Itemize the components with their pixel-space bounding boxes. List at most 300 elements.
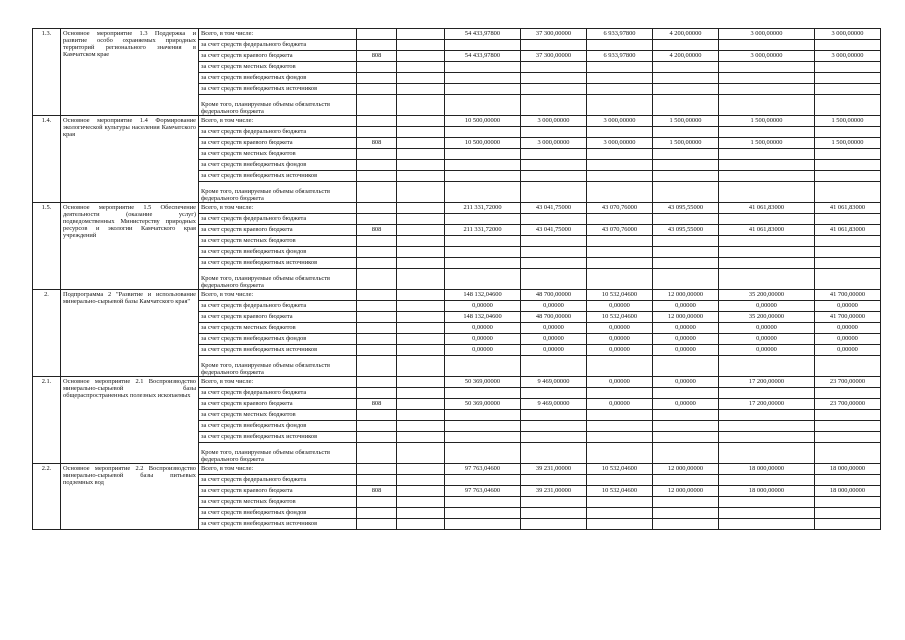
amount-cell: 0,00000 [653, 334, 719, 345]
amount-cell: 1 500,00000 [815, 138, 881, 149]
amount-cell [521, 40, 587, 51]
budget-code [357, 29, 397, 40]
amount-cell [719, 214, 815, 225]
empty-cell [815, 269, 881, 290]
empty-cell [587, 356, 653, 377]
empty-cell [397, 323, 445, 334]
amount-cell [587, 508, 653, 519]
amount-cell: 43 070,76000 [587, 225, 653, 236]
empty-cell [587, 182, 653, 203]
section-name: Основное мероприятие 2.1 Воспроизводство минерально-сырьевой базы общераспространенных полезных ископаемых [61, 377, 199, 464]
funding-source-label: за счет средств местных бюджетов [199, 323, 357, 334]
amount-cell: 0,00000 [815, 345, 881, 356]
amount-cell: 1 500,00000 [719, 116, 815, 127]
amount-cell: 50 369,00000 [445, 399, 521, 410]
empty-cell [357, 356, 397, 377]
budget-code [357, 40, 397, 51]
amount-cell: 41 061,83000 [815, 203, 881, 214]
amount-cell [587, 258, 653, 269]
amount-cell [587, 84, 653, 95]
amount-cell: 9 469,00000 [521, 377, 587, 388]
amount-cell: 0,00000 [521, 334, 587, 345]
amount-cell [719, 497, 815, 508]
empty-cell [653, 182, 719, 203]
amount-cell: 3 000,00000 [587, 116, 653, 127]
amount-cell: 10 532,04600 [587, 486, 653, 497]
amount-cell [719, 519, 815, 530]
amount-cell [445, 497, 521, 508]
amount-cell [445, 388, 521, 399]
empty-cell [357, 182, 397, 203]
empty-cell [397, 356, 445, 377]
amount-cell [719, 508, 815, 519]
empty-cell [587, 269, 653, 290]
budget-code [357, 345, 397, 356]
amount-cell: 48 700,00000 [521, 290, 587, 301]
amount-cell [521, 519, 587, 530]
amount-cell: 43 095,55000 [653, 225, 719, 236]
budget-code: 808 [357, 51, 397, 62]
budget-code [357, 160, 397, 171]
amount-cell [521, 84, 587, 95]
budget-code [357, 62, 397, 73]
amount-cell [521, 475, 587, 486]
amount-cell: 37 300,00000 [521, 29, 587, 40]
amount-cell [521, 247, 587, 258]
empty-cell [397, 95, 445, 116]
empty-cell [397, 312, 445, 323]
amount-cell [587, 497, 653, 508]
budget-code [357, 236, 397, 247]
federal-obligations-note: Кроме того, планируемые объемы обязательств федерального бюджета [199, 356, 357, 377]
amount-cell [815, 236, 881, 247]
amount-cell [445, 40, 521, 51]
amount-cell [815, 149, 881, 160]
empty-cell [445, 356, 521, 377]
empty-cell [397, 214, 445, 225]
amount-cell: 0,00000 [815, 323, 881, 334]
budget-code [357, 388, 397, 399]
amount-cell: 43 070,76000 [587, 203, 653, 214]
empty-cell [521, 443, 587, 464]
amount-cell [445, 73, 521, 84]
amount-cell [815, 475, 881, 486]
budget-code [357, 84, 397, 95]
amount-cell [521, 214, 587, 225]
section-name: Основное мероприятие 2.2 Воспроизводство минерально-сырьевой базы питьевых подземных вод [61, 464, 199, 530]
amount-cell: 0,00000 [521, 345, 587, 356]
empty-cell [521, 269, 587, 290]
budget-code [357, 497, 397, 508]
amount-cell [587, 247, 653, 258]
budget-code: 808 [357, 225, 397, 236]
amount-cell: 0,00000 [445, 323, 521, 334]
empty-cell [521, 182, 587, 203]
amount-cell: 0,00000 [587, 345, 653, 356]
amount-cell [445, 236, 521, 247]
amount-cell: 43 041,75000 [521, 225, 587, 236]
amount-cell: 97 763,04600 [445, 486, 521, 497]
amount-cell [815, 432, 881, 443]
amount-cell [653, 62, 719, 73]
funding-source-label: за счет средств внебюджетных фондов [199, 160, 357, 171]
amount-cell [445, 410, 521, 421]
amount-cell: 54 433,97800 [445, 29, 521, 40]
funding-source-label: за счет средств федерального бюджета [199, 127, 357, 138]
amount-cell [445, 214, 521, 225]
amount-cell: 0,00000 [653, 345, 719, 356]
empty-cell [445, 95, 521, 116]
funding-source-label: за счет средств местных бюджетов [199, 62, 357, 73]
section-number: 1.4. [33, 116, 61, 203]
amount-cell: 0,00000 [719, 323, 815, 334]
amount-cell [521, 508, 587, 519]
amount-cell: 3 000,00000 [719, 51, 815, 62]
amount-cell [653, 40, 719, 51]
amount-cell [719, 62, 815, 73]
amount-cell: 41 061,83000 [719, 203, 815, 214]
section-number: 1.3. [33, 29, 61, 116]
amount-cell: 23 700,00000 [815, 399, 881, 410]
amount-cell [719, 171, 815, 182]
amount-cell [719, 73, 815, 84]
budget-code [357, 323, 397, 334]
empty-cell [397, 377, 445, 388]
empty-cell [653, 356, 719, 377]
amount-cell [445, 519, 521, 530]
federal-obligations-note: Кроме того, планируемые объемы обязательств федерального бюджета [199, 443, 357, 464]
empty-cell [445, 182, 521, 203]
empty-cell [357, 269, 397, 290]
amount-cell [815, 258, 881, 269]
budget-code [357, 508, 397, 519]
funding-source-label: за счет средств федерального бюджета [199, 388, 357, 399]
empty-cell [397, 51, 445, 62]
empty-cell [397, 388, 445, 399]
amount-cell [587, 171, 653, 182]
amount-cell: 0,00000 [653, 301, 719, 312]
amount-cell: 3 000,00000 [521, 116, 587, 127]
amount-cell: 0,00000 [653, 377, 719, 388]
amount-cell: 211 331,72000 [445, 203, 521, 214]
amount-cell [521, 171, 587, 182]
empty-cell [587, 95, 653, 116]
funding-source-label: за счет средств федерального бюджета [199, 40, 357, 51]
empty-cell [397, 432, 445, 443]
funding-source-label: за счет средств внебюджетных фондов [199, 73, 357, 84]
table-row [33, 203, 881, 214]
amount-cell [815, 127, 881, 138]
amount-cell: 18 000,00000 [815, 486, 881, 497]
amount-cell: 18 000,00000 [719, 464, 815, 475]
amount-cell [815, 171, 881, 182]
amount-cell [521, 432, 587, 443]
amount-cell [521, 388, 587, 399]
funding-source-label: за счет средств краевого бюджета [199, 312, 357, 323]
funding-source-label: за счет средств местных бюджетов [199, 497, 357, 508]
amount-cell: 10 532,04600 [587, 312, 653, 323]
amount-cell: 6 933,97800 [587, 29, 653, 40]
amount-cell: 10 532,04600 [587, 290, 653, 301]
empty-cell [397, 421, 445, 432]
funding-source-label: за счет средств внебюджетных фондов [199, 508, 357, 519]
amount-cell [815, 84, 881, 95]
amount-cell [445, 62, 521, 73]
amount-cell [587, 73, 653, 84]
amount-cell [587, 40, 653, 51]
amount-cell: 35 200,00000 [719, 312, 815, 323]
amount-cell: 41 700,00000 [815, 290, 881, 301]
amount-cell: 0,00000 [719, 334, 815, 345]
amount-cell [445, 432, 521, 443]
table-row [33, 116, 881, 127]
empty-cell [397, 301, 445, 312]
empty-cell [397, 258, 445, 269]
empty-cell [397, 345, 445, 356]
amount-cell: 50 369,00000 [445, 377, 521, 388]
amount-cell [445, 84, 521, 95]
budget-code [357, 171, 397, 182]
amount-cell: 0,00000 [521, 301, 587, 312]
amount-cell: 12 000,00000 [653, 312, 719, 323]
amount-cell [653, 149, 719, 160]
funding-source-label: за счет средств внебюджетных источников [199, 84, 357, 95]
funding-source-label: за счет средств внебюджетных источников [199, 171, 357, 182]
amount-cell: 1 500,00000 [653, 138, 719, 149]
amount-cell: 97 763,04600 [445, 464, 521, 475]
empty-cell [815, 182, 881, 203]
amount-cell: 148 132,04600 [445, 290, 521, 301]
funding-source-label: за счет средств внебюджетных фондов [199, 247, 357, 258]
table-row [33, 29, 881, 40]
budget-code [357, 258, 397, 269]
empty-cell [397, 410, 445, 421]
amount-cell: 3 000,00000 [815, 51, 881, 62]
amount-cell [815, 247, 881, 258]
funding-source-label: Всего, в том числе: [199, 464, 357, 475]
amount-cell: 0,00000 [445, 301, 521, 312]
amount-cell: 35 200,00000 [719, 290, 815, 301]
amount-cell [719, 432, 815, 443]
empty-cell [397, 475, 445, 486]
empty-cell [397, 443, 445, 464]
funding-source-label: за счет средств местных бюджетов [199, 410, 357, 421]
amount-cell: 41 700,00000 [815, 312, 881, 323]
table-row [33, 464, 881, 475]
amount-cell [815, 421, 881, 432]
funding-source-label: Всего, в том числе: [199, 203, 357, 214]
amount-cell: 0,00000 [587, 323, 653, 334]
amount-cell: 0,00000 [719, 345, 815, 356]
amount-cell: 0,00000 [653, 323, 719, 334]
empty-cell [397, 247, 445, 258]
amount-cell: 4 200,00000 [653, 29, 719, 40]
amount-cell [521, 410, 587, 421]
amount-cell: 3 000,00000 [521, 138, 587, 149]
section-number: 2.2. [33, 464, 61, 530]
amount-cell [587, 127, 653, 138]
amount-cell [719, 127, 815, 138]
empty-cell [521, 95, 587, 116]
amount-cell: 0,00000 [587, 334, 653, 345]
funding-source-label: за счет средств краевого бюджета [199, 225, 357, 236]
amount-cell: 4 200,00000 [653, 51, 719, 62]
amount-cell [521, 421, 587, 432]
empty-cell [357, 443, 397, 464]
empty-cell [397, 290, 445, 301]
amount-cell: 0,00000 [653, 399, 719, 410]
amount-cell [521, 236, 587, 247]
budget-code [357, 312, 397, 323]
amount-cell: 0,00000 [445, 334, 521, 345]
funding-source-label: за счет средств внебюджетных источников [199, 519, 357, 530]
amount-cell: 39 231,00000 [521, 486, 587, 497]
empty-cell [397, 399, 445, 410]
budget-code [357, 301, 397, 312]
empty-cell [397, 519, 445, 530]
amount-cell: 10 532,04600 [587, 464, 653, 475]
table-row [33, 290, 881, 301]
empty-cell [815, 356, 881, 377]
amount-cell [719, 421, 815, 432]
amount-cell [445, 171, 521, 182]
empty-cell [653, 95, 719, 116]
funding-source-label: за счет средств федерального бюджета [199, 301, 357, 312]
empty-cell [397, 127, 445, 138]
budget-code [357, 410, 397, 421]
amount-cell: 3 000,00000 [719, 29, 815, 40]
empty-cell [653, 269, 719, 290]
empty-cell [397, 236, 445, 247]
amount-cell [815, 214, 881, 225]
amount-cell [719, 84, 815, 95]
empty-cell [445, 443, 521, 464]
amount-cell: 9 469,00000 [521, 399, 587, 410]
empty-cell [397, 149, 445, 160]
amount-cell [587, 388, 653, 399]
empty-cell [587, 443, 653, 464]
amount-cell: 10 500,00000 [445, 138, 521, 149]
amount-cell [653, 258, 719, 269]
funding-source-label: за счет средств местных бюджетов [199, 149, 357, 160]
budget-code: 808 [357, 399, 397, 410]
empty-cell [397, 116, 445, 127]
empty-cell [719, 269, 815, 290]
amount-cell [653, 160, 719, 171]
amount-cell: 18 000,00000 [815, 464, 881, 475]
amount-cell [587, 410, 653, 421]
amount-cell [653, 497, 719, 508]
amount-cell [653, 388, 719, 399]
amount-cell [587, 432, 653, 443]
amount-cell: 211 331,72000 [445, 225, 521, 236]
amount-cell [653, 73, 719, 84]
empty-cell [653, 443, 719, 464]
section-name: Основное мероприятие 1.5 Обеспечение деятельности (оказание услуг) подведомственных Министерству природных ресурсов и экологии Камчатского края учреждений [61, 203, 199, 290]
empty-cell [397, 486, 445, 497]
funding-source-label: за счет средств внебюджетных фондов [199, 334, 357, 345]
amount-cell [521, 73, 587, 84]
amount-cell [445, 258, 521, 269]
empty-cell [397, 203, 445, 214]
budget-code [357, 519, 397, 530]
empty-cell [815, 95, 881, 116]
amount-cell [653, 236, 719, 247]
amount-cell: 1 500,00000 [653, 116, 719, 127]
amount-cell [521, 497, 587, 508]
empty-cell [521, 356, 587, 377]
amount-cell: 17 200,00000 [719, 399, 815, 410]
amount-cell: 10 500,00000 [445, 116, 521, 127]
amount-cell [445, 247, 521, 258]
amount-cell [587, 421, 653, 432]
funding-source-label: Всего, в том числе: [199, 29, 357, 40]
amount-cell: 0,00000 [719, 301, 815, 312]
amount-cell [445, 160, 521, 171]
amount-cell: 0,00000 [587, 301, 653, 312]
amount-cell: 0,00000 [587, 399, 653, 410]
amount-cell [653, 171, 719, 182]
amount-cell [587, 62, 653, 73]
amount-cell: 43 041,75000 [521, 203, 587, 214]
empty-cell [397, 160, 445, 171]
amount-cell: 12 000,00000 [653, 290, 719, 301]
amount-cell: 18 000,00000 [719, 486, 815, 497]
funding-source-label: за счет средств федерального бюджета [199, 214, 357, 225]
funding-source-label: за счет средств краевого бюджета [199, 486, 357, 497]
amount-cell [521, 62, 587, 73]
amount-cell: 12 000,00000 [653, 464, 719, 475]
amount-cell: 39 231,00000 [521, 464, 587, 475]
funding-source-label: Всего, в том числе: [199, 116, 357, 127]
amount-cell [815, 388, 881, 399]
funding-source-label: за счет средств краевого бюджета [199, 138, 357, 149]
section-name: Основное мероприятие 1.3 Поддержка и развитие особо охраняемых природных территорий регионального значения в Камчатском крае [61, 29, 199, 116]
amount-cell: 148 132,04600 [445, 312, 521, 323]
budget-code [357, 116, 397, 127]
amount-cell [815, 519, 881, 530]
budget-code [357, 475, 397, 486]
empty-cell [445, 269, 521, 290]
empty-cell [719, 356, 815, 377]
empty-cell [397, 73, 445, 84]
empty-cell [719, 443, 815, 464]
funding-source-label: за счет средств внебюджетных фондов [199, 421, 357, 432]
budget-code [357, 203, 397, 214]
empty-cell [397, 508, 445, 519]
amount-cell [815, 410, 881, 421]
amount-cell: 17 200,00000 [719, 377, 815, 388]
table-row [33, 377, 881, 388]
empty-cell [357, 95, 397, 116]
amount-cell: 0,00000 [815, 334, 881, 345]
empty-cell [397, 171, 445, 182]
budget-code [357, 290, 397, 301]
amount-cell [587, 149, 653, 160]
amount-cell [653, 410, 719, 421]
amount-cell [653, 508, 719, 519]
amount-cell [719, 160, 815, 171]
empty-cell [397, 84, 445, 95]
amount-cell [521, 258, 587, 269]
amount-cell: 6 933,97800 [587, 51, 653, 62]
amount-cell [653, 421, 719, 432]
amount-cell: 37 300,00000 [521, 51, 587, 62]
amount-cell: 41 061,83000 [815, 225, 881, 236]
amount-cell: 0,00000 [521, 323, 587, 334]
amount-cell [815, 62, 881, 73]
amount-cell [815, 508, 881, 519]
